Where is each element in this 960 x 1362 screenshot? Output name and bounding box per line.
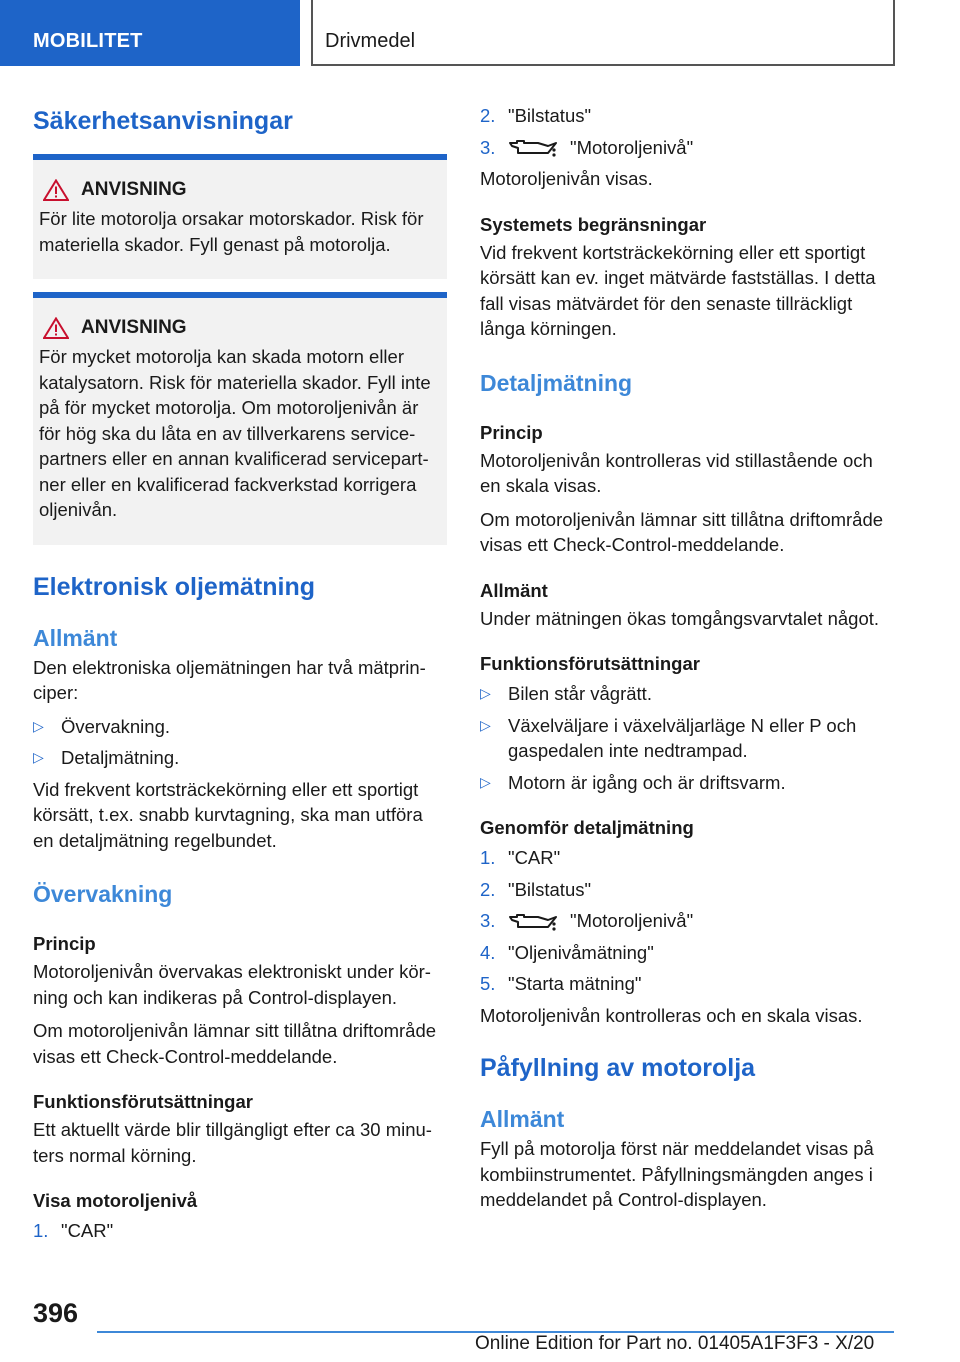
warning-title-text: ANVISNING [81, 317, 187, 338]
list-item-line: Växelväljare i växelväljarläge N eller P och [508, 714, 857, 736]
general-heading: Allmänt [480, 1106, 565, 1132]
step-number: 2. [480, 105, 496, 126]
paragraph-line: långa körningen. [480, 318, 617, 339]
step-number: 3. [480, 910, 496, 931]
bullet-triangle-icon: ▷ [33, 749, 44, 765]
list-item-text: Bilen står vågrätt. [508, 683, 652, 704]
step-item [480, 135, 900, 161]
warning-text: partners eller en annan kvalificerad servicepart- [39, 448, 429, 469]
paragraph-line: Om motoroljenivån lämnar sitt tillåtna driftområde [33, 1020, 437, 1041]
list-item [480, 713, 900, 764]
edition-text: Online Edition for Part no. 01405A1F3F3 - X/20 [475, 1333, 875, 1354]
paragraph-line: ciper: [33, 682, 79, 703]
list-item [480, 681, 900, 707]
list-item-text: Motorn är igång och är driftsvarm. [508, 771, 786, 793]
step-number: 1. [33, 1220, 49, 1241]
perform-measurement-heading: Genomför detaljmätning [480, 817, 694, 838]
section-tab: MOBILITET [0, 0, 300, 66]
paragraph-line: körsätt kan ev. inget mätvärde fastställas. I detta [480, 267, 876, 288]
step-number: 4. [480, 941, 496, 963]
bullet-triangle-icon: ▷ [480, 716, 491, 733]
detail-measurement-heading: Detaljmätning [480, 369, 633, 396]
paragraph-line: Under mätningen ökas tomgångsvarvtalet något. [480, 607, 880, 629]
step-text: "Starta mätning" [508, 973, 642, 994]
paragraph-line: Ett aktuellt värde blir tillgängligt efter ca 30 minu- [33, 1119, 432, 1140]
left-column [33, 96, 447, 1244]
paragraph-line: meddelandet på Control-displayen. [480, 1189, 767, 1210]
step-number: 5. [480, 973, 496, 994]
paragraph-line: kombiinstrumentet. Påfyllningsmängden anges i [480, 1163, 873, 1185]
list-item [480, 770, 900, 796]
warning-text: materiella skador. Fyll genast på motorolja. [39, 233, 391, 255]
warning-text: oljenivån. [39, 499, 118, 520]
warning-title-text: ANVISNING [81, 179, 187, 200]
step-text: "Motoroljenivå" [570, 136, 694, 158]
paragraph-line: Om motoroljenivån lämnar sitt tillåtna driftområde [480, 508, 884, 530]
paragraph-line: Fyll på motorolja först när meddelandet visas på [480, 1138, 874, 1159]
list-item [33, 714, 447, 740]
paragraph-line: Motoroljenivån kontrolleras vid stillastående och [480, 449, 873, 471]
paragraph-line: Vid frekvent kortsträckekörning eller ett sportigt [480, 241, 866, 263]
paragraph-line: ters normal körning. [33, 1144, 197, 1166]
list-item-text: Övervakning. [61, 715, 170, 737]
function-requirements-heading: Funktionsförutsättningar [33, 1091, 253, 1112]
step-number: 3. [480, 136, 496, 158]
principle-heading: Princip [480, 421, 543, 443]
right-column [480, 96, 900, 1213]
step-text: "CAR" [508, 847, 561, 868]
principle-heading: Princip [33, 933, 96, 954]
general-heading: Allmänt [33, 624, 118, 651]
show-oil-level-heading: Visa motoroljenivå [33, 1190, 198, 1211]
step-text: "CAR" [61, 1220, 114, 1241]
paragraph-line: Den elektroniska oljemätningen har två mätprin- [33, 656, 426, 678]
list-item-text: Detaljmätning. [61, 747, 180, 768]
step-item [480, 877, 900, 903]
safety-heading: Säkerhetsanvisningar [33, 107, 293, 135]
step-text: "Bilstatus" [508, 105, 592, 126]
warning-text: För mycket motorolja kan skada motorn eller [39, 346, 404, 367]
paragraph-line: visas ett Check-Control-meddelande. [480, 534, 785, 555]
paragraph-line: Motoroljenivån kontrolleras och en skala visas. [480, 1004, 863, 1026]
step-item [480, 103, 900, 129]
paragraph-line: körsätt, t.ex. snabb kurvtagning, ska man utföra [33, 804, 423, 825]
step-item [480, 908, 900, 934]
paragraph-line: Motoroljenivån visas. [480, 168, 653, 189]
step-number: 2. [480, 878, 496, 900]
warning-title [39, 316, 439, 340]
paragraph-line: fall visas mätvärdet för den senaste tillräckligt [480, 292, 853, 314]
general-heading: Allmänt [480, 579, 548, 601]
bullet-triangle-icon: ▷ [33, 717, 44, 734]
step-item [480, 845, 900, 871]
paragraph-line: visas ett Check-Control-meddelande. [33, 1045, 338, 1067]
warning-box-1 [33, 154, 447, 279]
chapter-title: Drivmedel [313, 0, 895, 66]
list-item-text [508, 713, 856, 764]
oil-can-icon [508, 137, 558, 157]
paragraph-line: ning och kan indikeras på Control-displayen. [33, 986, 398, 1008]
monitoring-heading: Övervakning [33, 881, 173, 907]
paragraph-line: Motoroljenivån övervakas elektroniskt under kör- [33, 961, 431, 982]
warning-text: För lite motorolja orsakar motorskador. Risk för [39, 208, 424, 229]
step-text: "Oljenivåmätning" [508, 941, 654, 963]
system-limits-heading: Systemets begränsningar [480, 213, 707, 235]
list-item-line: gaspedalen inte nedtrampad. [508, 740, 748, 761]
paragraph-line: Vid frekvent kortsträckekörning eller ett sportigt [33, 778, 419, 800]
warning-text: för hög ska du låta en av tillverkarens service- [39, 422, 416, 444]
warning-title [39, 178, 439, 202]
warning-triangle-icon [43, 317, 69, 339]
step-number: 1. [480, 847, 496, 868]
oil-can-icon [508, 911, 558, 931]
step-text: "Motoroljenivå" [570, 910, 694, 931]
refill-oil-heading: Påfyllning av motorolja [480, 1054, 756, 1082]
list-item [33, 745, 447, 771]
step-item [33, 1218, 447, 1244]
bullet-triangle-icon: ▷ [480, 685, 491, 701]
paragraph-line: en skala visas. [480, 475, 602, 496]
electronic-oil-heading: Elektronisk oljemätning [33, 572, 316, 601]
function-requirements-heading: Funktionsförutsättningar [480, 653, 700, 674]
step-item [480, 940, 900, 966]
step-item [480, 971, 900, 997]
warning-box-2 [33, 292, 447, 545]
warning-text: katalysatorn. Risk för materiella skador. Fyll inte [39, 371, 431, 393]
bullet-triangle-icon: ▷ [480, 773, 491, 790]
page-number: 396 [33, 1298, 79, 1328]
warning-text: ner eller en kvalificerad fackverkstad korrigera [39, 473, 417, 495]
step-text: "Bilstatus" [508, 878, 592, 900]
page-header [0, 0, 960, 66]
warning-text: på för mycket motorolja. Om motoroljenivån är [39, 397, 419, 418]
warning-triangle-icon [43, 179, 69, 201]
paragraph-line: en detaljmätning regelbundet. [33, 829, 277, 851]
